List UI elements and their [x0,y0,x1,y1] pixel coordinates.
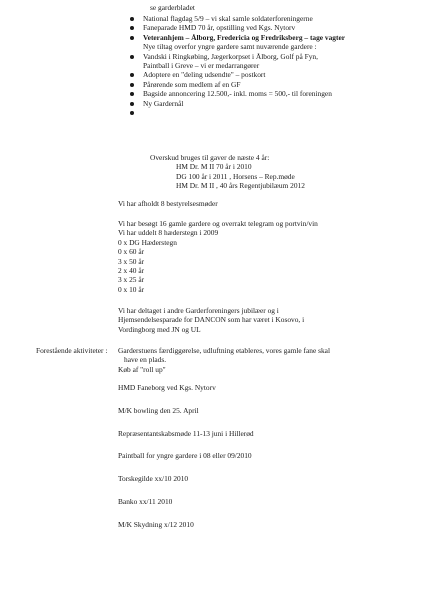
bullet-dot-icon [130,73,134,77]
visits-section: Vi har besøgt 16 gamle gardere og overrakt telegram og portvin/vin Vi har uddelt 8 hæderstegn i 2009 0 x DG Hæderstegn 0 x 60 år 3 x 50 år 2 x 40 år 3 x 25 år 0 x 10 år [118,219,318,294]
bullet-dot-icon [130,36,134,40]
bullet-dot-icon [130,102,134,106]
upcoming-item: Garderstuens færdiggørelse, udluftning etableres, vores gamle fane skal have en plads. Køb af "roll up" [118,346,331,374]
upcoming-item: Banko xx/11 2010 [118,497,173,506]
bullet-dot-icon [130,55,134,59]
bullet-continuation: Paintball i Greve – vi er medarrangører [143,61,260,71]
bullet-dot-icon [130,83,134,87]
bullet-item: Ny Gardernål [130,99,415,108]
upcoming-label: Forestående aktiviteter : [36,346,108,355]
surplus-item: DG 100 år i 2011 , Horsens – Rep.møde [176,171,295,181]
bullet-item: Pårørende som medlem af en GF [130,80,415,89]
bullet-item: National flagdag 5/9 – vi skal samle soldaterforeningerne [130,14,415,23]
surplus-section [150,153,400,191]
bullet-dot-icon [130,26,134,30]
bullet-continuation: Nye tiltag overfor yngre gardere samt nuværende gardere : [143,42,317,52]
surplus-item: HM Dr. M II 70 år i 2010 [176,162,252,172]
upcoming-item: HMD Faneborg ved Kgs. Nytorv [118,383,216,392]
participation-section: Vi har deltaget i andre Garderforeningers jubilæer og i Hjemsendelsesparade for DANCON som har været i Kosovo, i Vordingborg med JN og UL [118,306,305,334]
bullet-item: Vandski i Ringkøbing, Jægerkorpset i Ålborg, Golf på Fyn, [130,52,415,61]
upcoming-item: M/K Skydning x/12 2010 [118,520,194,529]
surplus-item: HM Dr. M II , 40 års Regentjubilæum 2012 [176,181,305,191]
bullet-item: Adoptere en "deling udsendte" – postkort [130,70,415,79]
bullet-item: Faneparade HMD 70 år, opstilling ved Kgs. Nytorv [130,23,415,32]
bullet-dot-icon [130,111,134,115]
upcoming-item: Repræsentantskabsmøde 11-13 juni i Hillerød [118,429,254,438]
top-line: se garderbladet [150,3,195,12]
bullet-dot-icon [130,92,134,96]
bullet-dot-icon [130,17,134,21]
upcoming-item: Torskegilde xx/10 2010 [118,474,189,483]
surplus-intro: Overskud bruges til gaver de næste 4 år: [150,153,270,162]
bullet-item: Veteranhjem – Ålborg, Fredericia og Fredriksberg – tage vagter [130,33,415,42]
upcoming-item: Paintball for yngre gardere i 08 eller 09/2010 [118,451,252,460]
meetings-text: Vi har afholdt 8 bestyrelsesmøder [118,199,218,208]
bullet-item [130,108,415,117]
bullet-list [130,14,415,117]
bullet-item: Bagside annoncering 12.500,- inkl. moms = 500,- til foreningen [130,89,415,98]
upcoming-item: M/K bowling den 25. April [118,406,199,415]
